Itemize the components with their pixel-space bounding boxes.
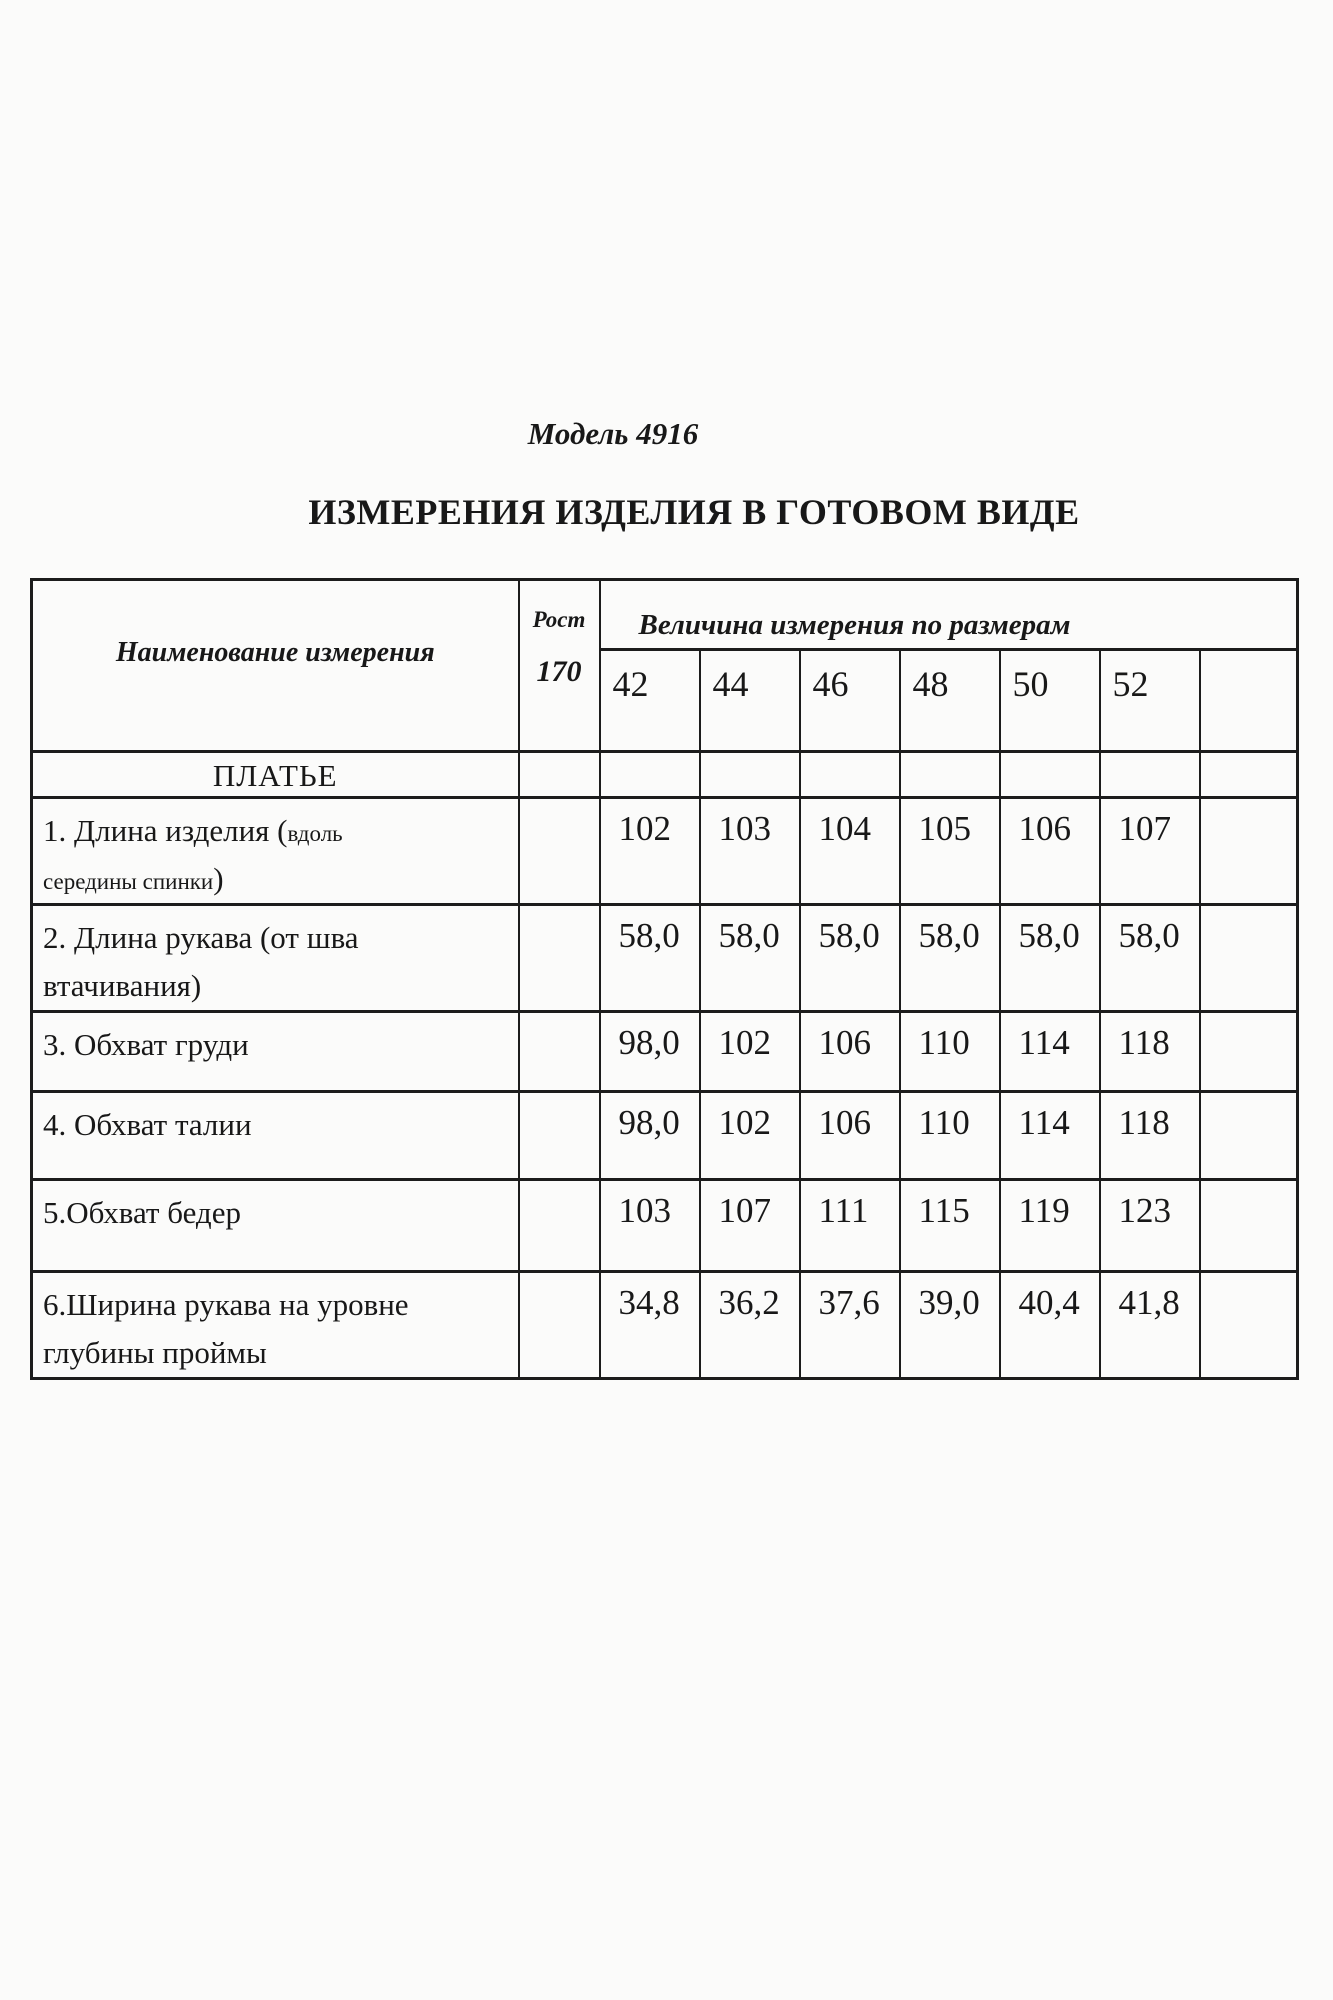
value-cell: 58,0 — [700, 905, 800, 1012]
empty-cell — [900, 752, 1000, 798]
label-text: 1. Длина изделия ( — [43, 813, 288, 848]
value-cell: 98,0 — [600, 1092, 700, 1180]
measurements-table — [30, 578, 1299, 1380]
size-header-48: 48 — [900, 650, 1000, 752]
value-cell: 119 — [1000, 1180, 1100, 1272]
label-text: 5.Обхват бедер — [43, 1195, 241, 1231]
empty-cell — [700, 752, 800, 798]
measurement-label-cell — [32, 1272, 519, 1379]
measurement-label-cell — [32, 1092, 519, 1180]
size-header-52: 52 — [1100, 650, 1200, 752]
col-header-rost — [519, 580, 600, 752]
empty-cell — [800, 752, 900, 798]
extra-empty-cell — [1200, 905, 1298, 1012]
value-cell: 36,2 — [700, 1272, 800, 1379]
section-row — [32, 752, 1298, 798]
value-cell: 58,0 — [800, 905, 900, 1012]
value-cell: 103 — [600, 1180, 700, 1272]
value-cell: 111 — [800, 1180, 900, 1272]
value-cell: 102 — [700, 1012, 800, 1092]
value-cell: 114 — [1000, 1092, 1100, 1180]
value-cell: 102 — [600, 798, 700, 905]
label-text: глубины проймы — [43, 1335, 267, 1371]
extra-empty-cell — [1200, 1180, 1298, 1272]
document-title: Модель 4916 — [527, 416, 699, 451]
label-text: втачивания) — [43, 968, 202, 1004]
value-cell: 39,0 — [900, 1272, 1000, 1379]
label-text: ) — [213, 861, 224, 897]
col-header-name: Наименование измерения — [32, 580, 519, 752]
value-cell: 118 — [1100, 1012, 1200, 1092]
size-header-50: 50 — [1000, 650, 1100, 752]
measurement-row — [32, 905, 1298, 1012]
value-cell: 58,0 — [1000, 905, 1100, 1012]
value-cell: 58,0 — [900, 905, 1000, 1012]
col-header-sizes-title: Величина измерения по размерам — [600, 580, 1298, 650]
measurement-label-cell — [32, 905, 519, 1012]
measurement-label-cell — [32, 798, 519, 905]
extra-empty-cell — [1200, 798, 1298, 905]
value-cell: 37,6 — [800, 1272, 900, 1379]
value-cell: 106 — [800, 1012, 900, 1092]
measurement-row — [32, 1180, 1298, 1272]
value-cell: 105 — [900, 798, 1000, 905]
value-cell: 110 — [900, 1012, 1000, 1092]
value-cell: 106 — [1000, 798, 1100, 905]
value-cell: 102 — [700, 1092, 800, 1180]
label-text: 6.Ширина рукава на уровне — [43, 1287, 409, 1323]
label-text: 3. Обхват груди — [43, 1027, 249, 1063]
value-cell: 103 — [700, 798, 800, 905]
measurement-row — [32, 798, 1298, 905]
value-cell: 107 — [700, 1180, 800, 1272]
label-small-text: вдоль — [287, 821, 343, 846]
value-cell: 107 — [1100, 798, 1200, 905]
size-header-44: 44 — [700, 650, 800, 752]
label-text: 2. Длина рукава (от шва — [43, 920, 359, 956]
value-cell: 110 — [900, 1092, 1000, 1180]
rost-empty-cell — [519, 1092, 600, 1180]
label-small-text: середины спинки — [43, 869, 214, 895]
value-cell: 58,0 — [600, 905, 700, 1012]
extra-empty-cell — [1200, 1272, 1298, 1379]
value-cell: 115 — [900, 1180, 1000, 1272]
value-cell: 106 — [800, 1092, 900, 1180]
measurement-row — [32, 1272, 1298, 1379]
measurement-row — [32, 1092, 1298, 1180]
value-cell: 40,4 — [1000, 1272, 1100, 1379]
rost-label: Рост — [532, 607, 586, 632]
value-cell: 41,8 — [1100, 1272, 1200, 1379]
rost-empty-cell — [519, 1012, 600, 1092]
rost-empty-cell — [519, 1180, 600, 1272]
extra-empty-cell — [1200, 1012, 1298, 1092]
measurement-row — [32, 1012, 1298, 1092]
table-header-row — [32, 580, 1298, 650]
measurement-label-cell — [32, 1180, 519, 1272]
rost-empty-cell — [519, 1272, 600, 1379]
value-cell: 118 — [1100, 1092, 1200, 1180]
value-cell: 104 — [800, 798, 900, 905]
table-body — [32, 798, 1298, 1379]
rost-value: 170 — [536, 655, 582, 688]
empty-cell — [1100, 752, 1200, 798]
empty-cell — [1200, 752, 1298, 798]
value-cell: 58,0 — [1100, 905, 1200, 1012]
size-header-46: 46 — [800, 650, 900, 752]
measurement-label-cell — [32, 1012, 519, 1092]
empty-cell — [1000, 752, 1100, 798]
rost-empty-cell — [519, 905, 600, 1012]
value-cell: 114 — [1000, 1012, 1100, 1092]
label-text: 4. Обхват талии — [43, 1107, 252, 1143]
section-label: ПЛАТЬЕ — [32, 752, 519, 798]
extra-empty-cell — [1200, 1092, 1298, 1180]
value-cell: 98,0 — [600, 1012, 700, 1092]
empty-cell — [600, 752, 700, 798]
size-header-42: 42 — [600, 650, 700, 752]
rost-empty-cell — [519, 798, 600, 905]
value-cell: 123 — [1100, 1180, 1200, 1272]
document-heading: ИЗМЕРЕНИЯ ИЗДЕЛИЯ В ГОТОВОМ ВИДЕ — [308, 492, 1080, 532]
value-cell: 34,8 — [600, 1272, 700, 1379]
size-header-empty — [1200, 650, 1298, 752]
empty-cell — [519, 752, 600, 798]
